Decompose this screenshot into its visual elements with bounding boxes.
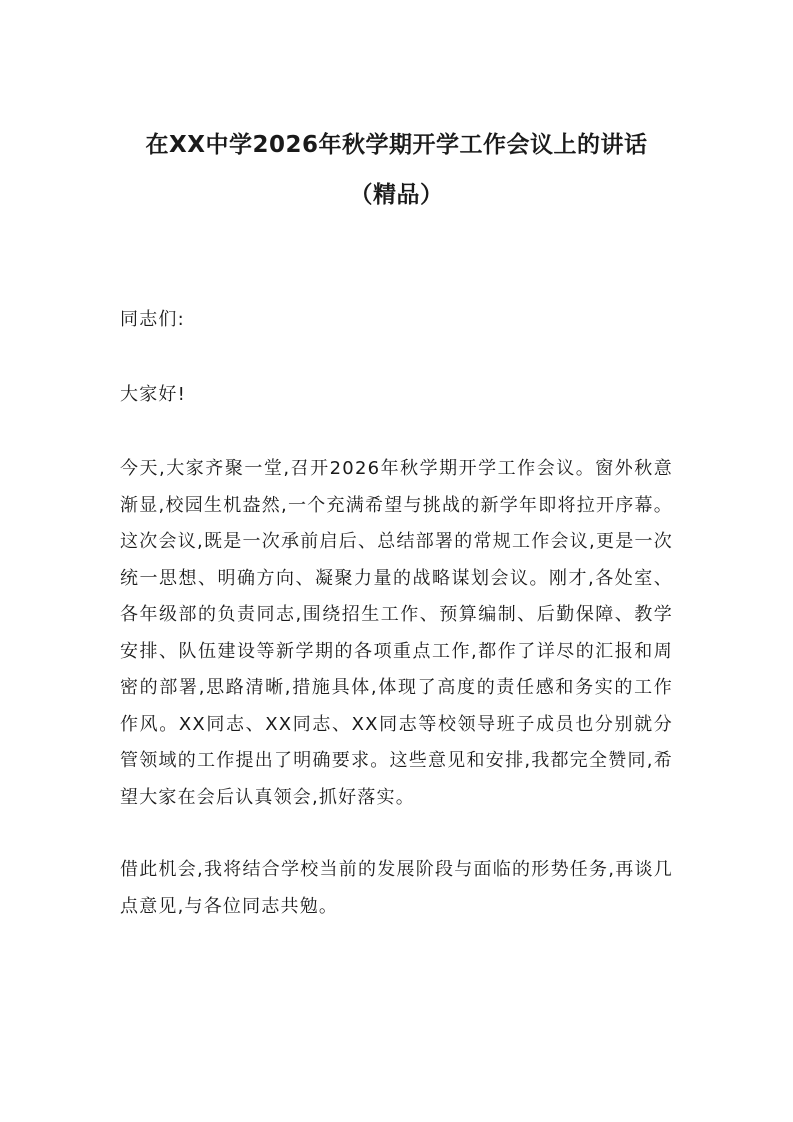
- paragraph: 借此机会,我将结合学校当前的发展阶段与面临的形势任务,再谈几点意见,与各位同志共勉。: [120, 859, 673, 917]
- greeting: 同志们:: [120, 309, 185, 330]
- salutation: 大家好!: [120, 383, 187, 405]
- title-line-2: （精品）: [349, 182, 444, 208]
- document-title: [120, 0, 673, 220]
- document-body: [120, 302, 673, 925]
- title-line-1: 在XX中学2026年秋学期开学工作会议上的讲话: [145, 132, 648, 158]
- paragraph: 今天,大家齐聚一堂,召开2026年秋学期开学工作会议。窗外秋意渐显,校园生机盎然,一个充满希望与挑战的新学年即将拉开序幕。这次会议,既是一次承前启后、总结部署的常规工作会议,更是一次统一思想、明确方向、凝聚力量的战略谋划会议。刚才,各处室、各年级部的负责同志,围绕招生工作、预算编制、后勤保障、教学安排、队伍建设等新学期的各项重点工作,都作了详尽的汇报和周密的部署,思路清晰,措施具体,体现了高度的责任感和务实的工作作风。XX同志、XX同志、XX同志等校领导班子成员也分别就分管领域的工作提出了明确要求。这些意见和安排,我都完全赞同,希望大家在会后认真领会,抓好落实。: [120, 458, 673, 808]
